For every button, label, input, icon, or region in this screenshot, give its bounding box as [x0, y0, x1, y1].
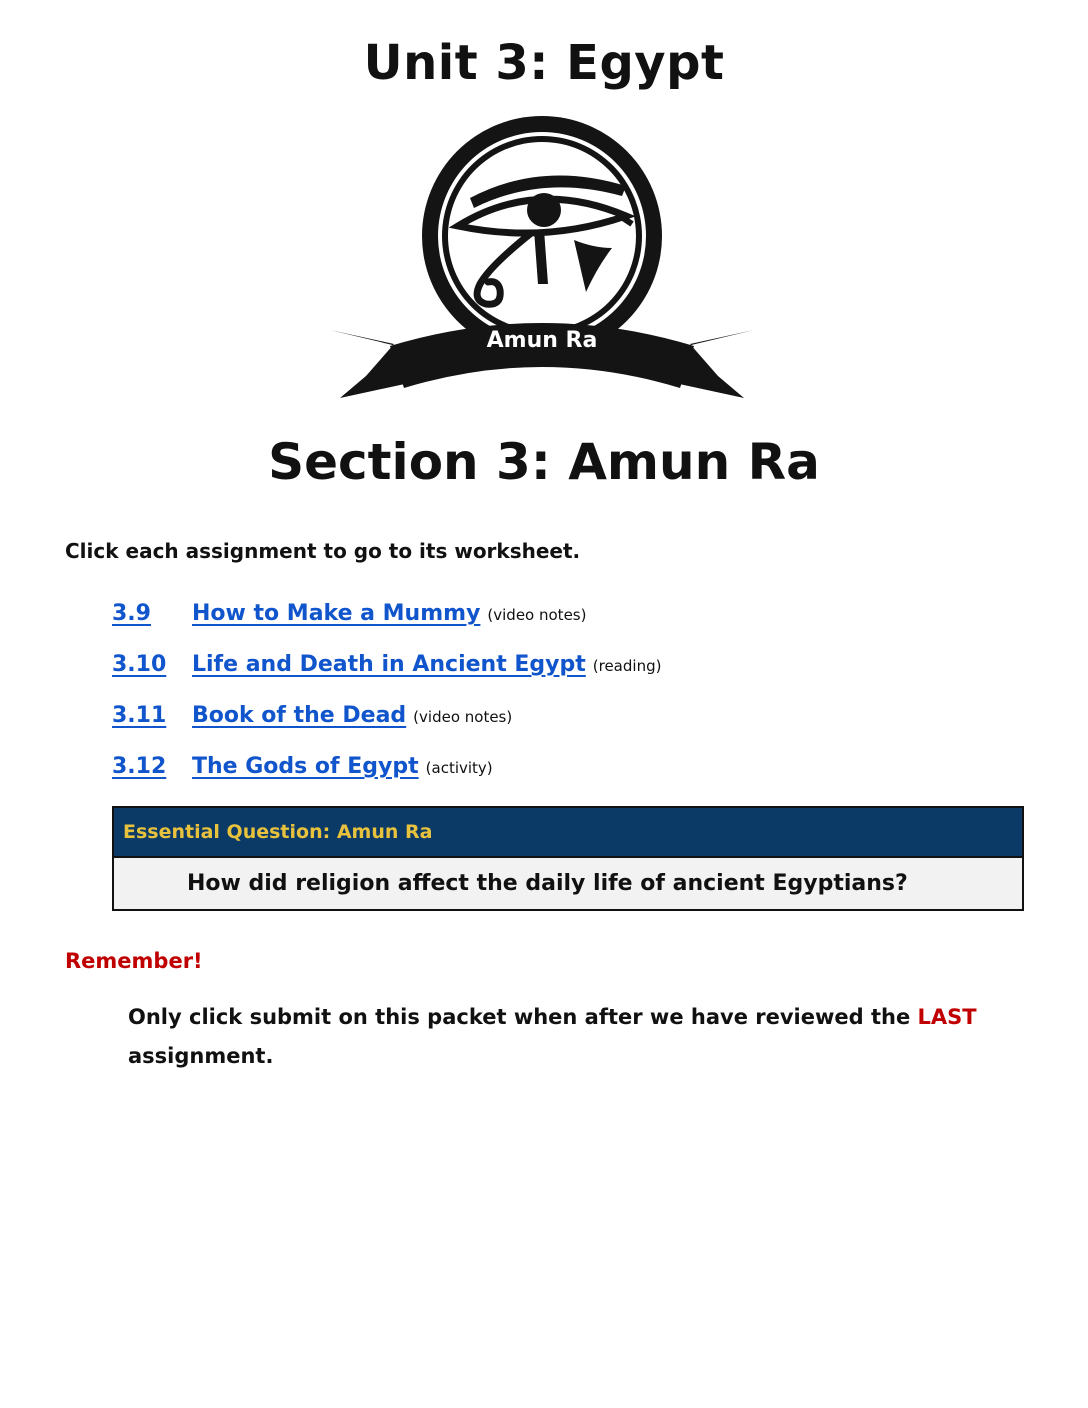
- eye-of-ra-icon: [422, 116, 662, 356]
- assignment-item: [112, 652, 1012, 703]
- assignment-note: (reading): [592, 657, 662, 675]
- assignment-item: [112, 754, 1012, 805]
- assignment-number: 3.12: [112, 754, 167, 779]
- assignment-item: [112, 703, 1012, 754]
- reminder-highlight: LAST: [917, 1005, 977, 1029]
- assignment-item: [112, 601, 1012, 652]
- reminder-text-end: assignment.: [128, 1044, 274, 1068]
- amun-ra-badge: [330, 116, 754, 406]
- essential-question-text: How did religion affect the daily life of ancient Egyptians?: [114, 858, 1022, 909]
- assignment-link-3-10[interactable]: [112, 652, 586, 677]
- assignment-number: 3.10: [112, 652, 167, 677]
- assignment-title: How to Make a Mummy: [192, 601, 481, 626]
- assignment-title: The Gods of Egypt: [192, 754, 419, 779]
- essential-question-table: [112, 806, 1024, 911]
- assignment-title: Book of the Dead: [192, 703, 407, 728]
- essential-question-header: Essential Question: Amun Ra: [114, 808, 1022, 858]
- assignment-note: (activity): [425, 759, 493, 777]
- assignment-link-3-9[interactable]: [112, 601, 480, 626]
- assignment-note: (video notes): [487, 606, 587, 624]
- assignment-note: (video notes): [413, 708, 513, 726]
- remember-heading: Remember!: [65, 949, 203, 973]
- section-title: Section 3: Amun Ra: [268, 433, 820, 491]
- assignment-number: 3.9: [112, 601, 151, 626]
- assignment-list: [112, 601, 1012, 805]
- badge-label: Amun Ra: [486, 328, 598, 353]
- instruction-text: Click each assignment to go to its worksheet.: [65, 539, 581, 563]
- reminder-text-start: Only click submit on this packet when after we have reviewed the: [128, 1005, 918, 1029]
- assignment-link-3-11[interactable]: [112, 703, 406, 728]
- reminder-paragraph: [128, 998, 988, 1076]
- unit-title: Unit 3: Egypt: [363, 35, 725, 91]
- assignment-title: Life and Death in Ancient Egypt: [192, 652, 586, 677]
- assignment-link-3-12[interactable]: [112, 754, 419, 779]
- assignment-number: 3.11: [112, 703, 167, 728]
